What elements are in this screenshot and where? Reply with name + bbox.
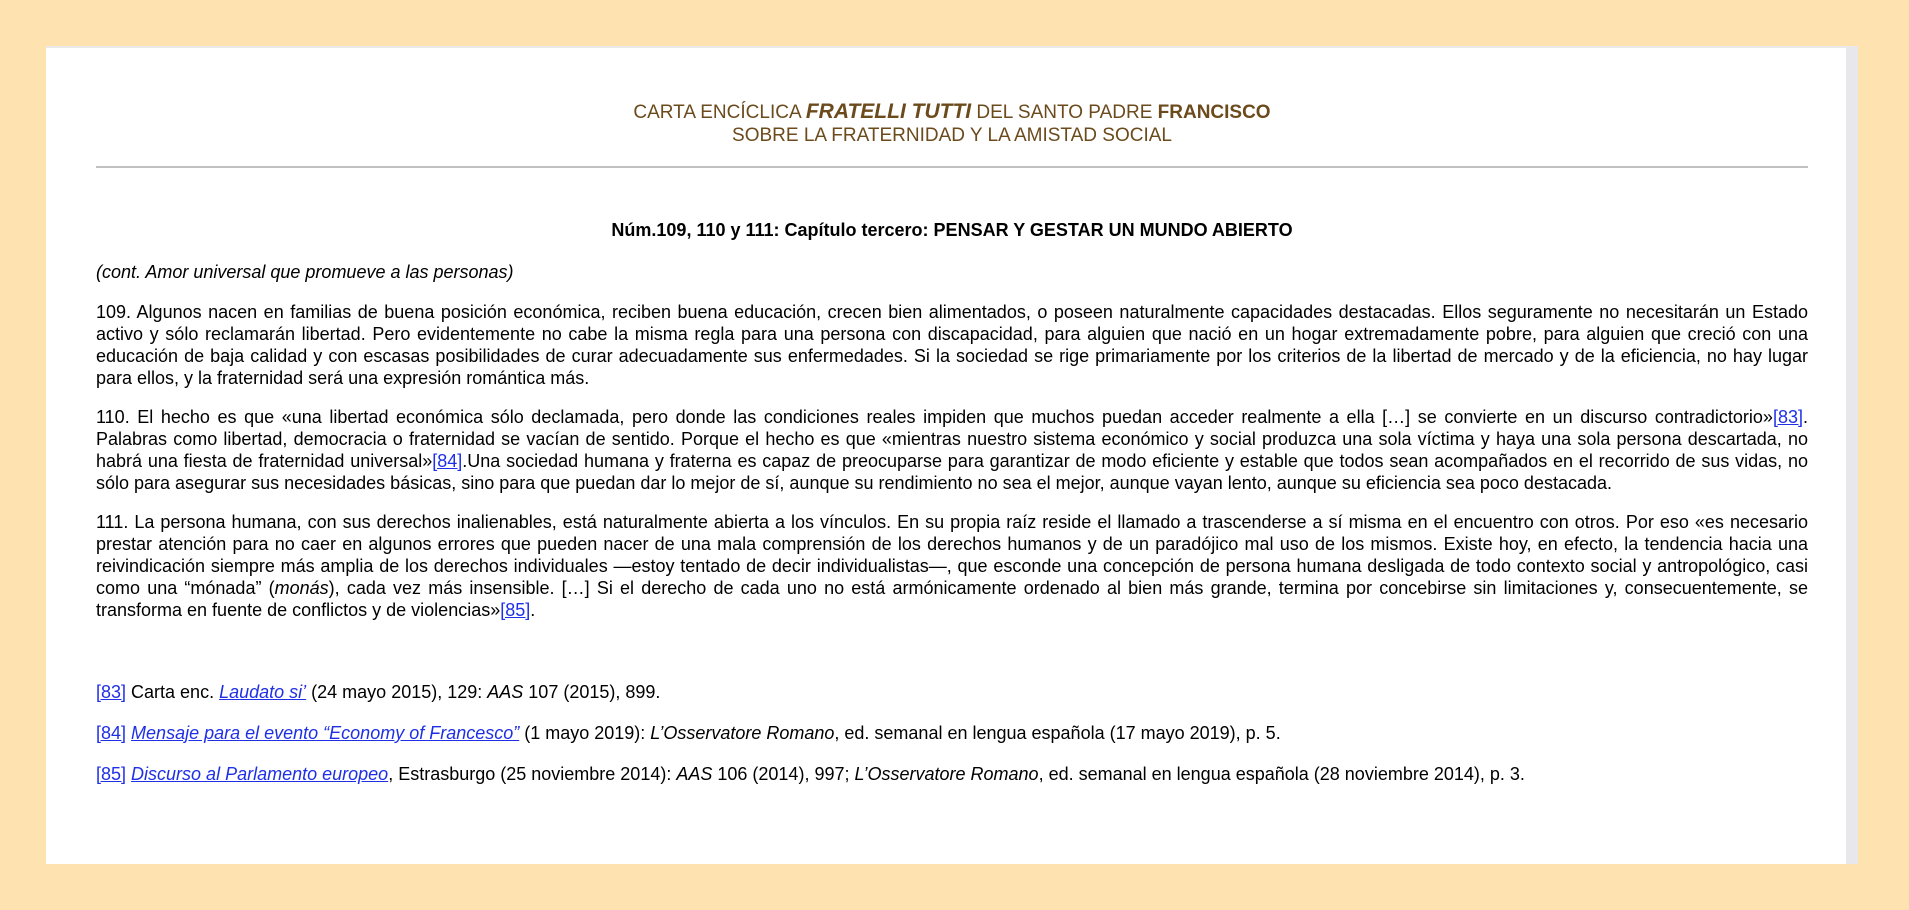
footnote-84 xyxy=(96,722,1808,744)
footnote-84-text: (1 mayo 2019): xyxy=(519,723,651,743)
encyclical-title: FRATELLI TUTTI xyxy=(805,100,972,123)
footnote-83-italic: AAS xyxy=(487,682,524,702)
footnotes xyxy=(96,681,1808,785)
footnote-link-84[interactable]: [84] xyxy=(432,451,463,471)
footnote-84-text-2: , ed. semanal en lengua española (17 mayo 2019), p. 5. xyxy=(834,723,1281,743)
footnote-83-text: Carta enc. xyxy=(126,682,220,702)
footnote-84-italic: L’Osservatore Romano xyxy=(650,723,835,743)
footnote-85-italic-2: L’Osservatore Romano xyxy=(854,764,1039,784)
header-divider xyxy=(96,166,1808,168)
footnote-link-83[interactable]: [83] xyxy=(1772,407,1803,427)
document-page xyxy=(46,46,1858,864)
document-header xyxy=(96,100,1808,147)
footnote-83-text-2: (24 mayo 2015), 129: xyxy=(306,682,488,702)
p110-text-1: 110. El hecho es que «una libertad económica sólo declamada, pero donde las condiciones reales impiden que muchos puedan acceder realmente a ella […] se convierte en un discurso contradictorio» xyxy=(96,407,1773,427)
footnote-85-text: , Estrasburgo (25 noviembre 2014): xyxy=(388,764,677,784)
parlamento-europeo-link[interactable]: Discurso al Parlamento europeo xyxy=(131,764,389,784)
laudato-si-link[interactable]: Laudato si’ xyxy=(219,682,307,702)
footnote-85 xyxy=(96,763,1808,785)
footnote-85-text-3: , ed. semanal en lengua española (28 noviembre 2014), p. 3. xyxy=(1038,764,1525,784)
footnote-83 xyxy=(96,681,1808,703)
pope-name: FRANCISCO xyxy=(1157,102,1271,123)
chapter-title: Núm.109, 110 y 111: Capítulo tercero: PENSAR Y GESTAR UN MUNDO ABIERTO xyxy=(611,220,1293,240)
paragraph-110 xyxy=(96,406,1808,494)
footnote-83-text-3: 107 (2015), 899. xyxy=(523,682,661,702)
footnote-85-italic-1: AAS xyxy=(676,764,713,784)
continuation-note: (cont. Amor universal que promueve a las personas) xyxy=(96,262,514,282)
header-middle: DEL SANTO PADRE xyxy=(971,102,1158,123)
p111-italic: monás xyxy=(274,578,329,598)
footnote-link-85[interactable]: [85] xyxy=(500,600,531,620)
header-line-1 xyxy=(96,100,1808,124)
footnote-85-text-2: 106 (2014), 997; xyxy=(712,764,855,784)
p110-text-2: . Palabras como libertad, democracia o fraternidad se vacían de sentido. Porque el hecho es que «mientras nuestro sistema económico y social produzca una sola víctima y haya una sola persona descartada, no habrá una fiesta de fraternidad universal» xyxy=(96,407,1808,471)
p111-text-2: ), cada vez más insensible. […] Si el derecho de cada uno no está armónicamente ordenado al bien más grande, termina por concebirse sin limitaciones y, consecuentemente, se transforma en fuente de conflictos y de violencias» xyxy=(96,578,1808,620)
footnote-back-83[interactable]: [83] xyxy=(96,682,127,702)
economy-of-francesco-link[interactable]: Mensaje para el evento “Economy of Francesco” xyxy=(131,723,520,743)
paragraph-109: 109. Algunos nacen en familias de buena posición económica, reciben buena educación, crecen bien alimentados, o poseen naturalmente capacidades destacadas. Ellos seguramente no necesitarán un Estado activo y sólo reclamarán libertad. Pero evidentemente no cabe la misma regla para una persona con discapacidad, para alguien que nació en un hogar extremadamente pobre, para alguien que creció con una educación de baja calidad y con escasas posibilidades de curar adecuadamente sus enfermedades. Si la sociedad se rige primariamente por los criterios de la libertad de mercado y de la eficiencia, no hay lugar para ellos, y la fraternidad será una expresión romántica más. xyxy=(96,302,1808,388)
p111-text-3: . xyxy=(530,600,536,620)
p110-text-3: .Una sociedad humana y fraterna es capaz de preocuparse para garantizar de modo eficiente y estable que todos sean acompañados en el recorrido de sus vidas, no sólo para asegurar sus necesidades básicas, sino para que puedan dar lo mejor de sí, aunque su rendimiento no sea el mejor, aunque vayan lento, aunque su eficiencia sea poco destacada. xyxy=(96,451,1809,493)
header-prefix: CARTA ENCÍCLICA xyxy=(633,102,806,123)
document-content xyxy=(96,48,1808,804)
footnote-back-85[interactable]: [85] xyxy=(96,764,127,784)
footnote-back-84[interactable]: [84] xyxy=(96,723,127,743)
paragraph-111 xyxy=(96,511,1808,621)
p111-text-1: 111. La persona humana, con sus derechos inalienables, está naturalmente abierta a los vínculos. En su propia raíz reside el llamado a trascenderse a sí misma en el encuentro con otros. Por eso «es necesario prestar atención para no caer en algunos errores que pueden nacer de una mala comprensión de los derechos humanos y de un paradójico mal uso de los mismos. Existe hoy, en efecto, la tendencia hacia una reivindicación siempre más amplia de los derechos individuales —estoy tentado de decir individualistas—, que esconde una concepción de persona humana desligada de todo contexto social y antropológico, casi como una “mónada” ( xyxy=(96,512,1808,598)
header-line-2: SOBRE LA FRATERNIDAD Y LA AMISTAD SOCIAL xyxy=(732,125,1172,146)
